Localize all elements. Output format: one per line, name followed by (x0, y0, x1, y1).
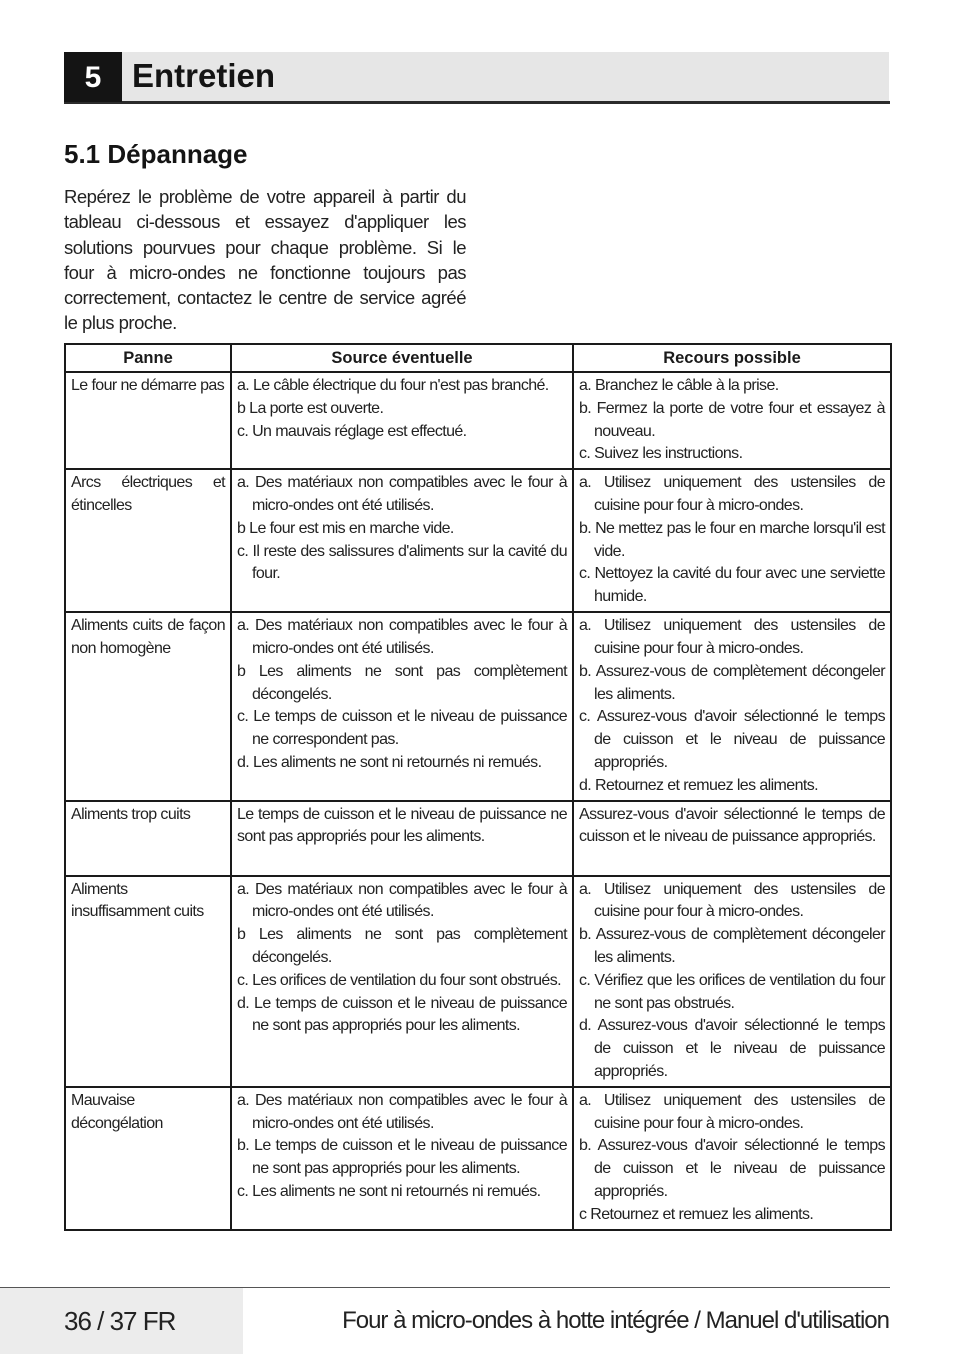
list-item: c Retournez et remuez les aliments. (579, 1205, 814, 1223)
cell-panne: Le four ne démarre pas (65, 372, 231, 469)
footer-document-title: Four à micro-ondes à hotte intégrée / Manuel d'utilisation (342, 1307, 889, 1334)
list-item: a. Le câble électrique du four n'est pas branché. (237, 377, 549, 394)
table-header-row (65, 344, 891, 372)
cell-panne: Aliments trop cuits (65, 801, 231, 876)
list-item: c. Nettoyez la cavité du four avec une serviette humide. (579, 565, 885, 606)
list-item: Assurez-vous d'avoir sélectionné le temps de cuisson et le niveau de puissance appropriés. (579, 805, 885, 846)
cell-panne: Mauvaise décongélation (65, 1087, 231, 1230)
list-item: a. Des matériaux non compatibles avec le four à micro-ondes ont été utilisés. (237, 474, 567, 514)
cell-source (231, 1087, 573, 1230)
cell-panne: Arcs électriques et étincelles (65, 469, 231, 612)
table-row (65, 372, 891, 469)
list-item: c. Il reste des salissures d'aliments sur la cavité du four. (237, 542, 567, 583)
chapter-number: 5 (64, 52, 122, 102)
list-item: c. Vérifiez que les orifices de ventilation du four ne sont pas obstrués. (579, 971, 885, 1012)
list-item: d. Retournez et remuez les aliments. (579, 776, 818, 794)
cell-recours (573, 372, 891, 469)
cell-source (231, 372, 573, 469)
table-row (65, 612, 891, 800)
list-item: a. Des matériaux non compatibles avec le four à micro-ondes ont été utilisés. (237, 1091, 567, 1132)
table-row (65, 801, 891, 876)
table-row (65, 469, 891, 612)
list-item: d. Assurez-vous d'avoir sélectionné le temps de cuisson et le niveau de puissance appropriés. (579, 1017, 885, 1080)
cell-source (231, 612, 573, 800)
list-item: c. Suivez les instructions. (579, 445, 743, 463)
chapter-title: Entretien (132, 57, 276, 94)
cell-source (231, 801, 573, 876)
table-row (65, 876, 891, 1087)
list-item: b. Ne mettez pas le four en marche lorsqu'il est vide. (579, 519, 885, 560)
list-item: a. Utilisez uniquement des ustensiles de cuisine pour four à micro-ondes. (579, 617, 885, 657)
list-item: b. Assurez-vous de complètement décongeler les aliments. (579, 662, 885, 703)
list-item: b. Assurez-vous de complètement décongeler les aliments. (579, 926, 885, 966)
list-item: b. Assurez-vous d'avoir sélectionné le temps de cuisson et le niveau de puissance appropriés. (579, 1137, 885, 1200)
list-item: c. Les aliments ne sont ni retournés ni remués. (237, 1182, 541, 1200)
section-intro: Repérez le problème de votre appareil à partir du tableau ci-dessous et essayez d'appliquer les solutions pourvues pour chaque problème. Si le four à micro-ondes ne fonctionne toujours pas correctement, contactez le centre de service agréé le plus proche. (64, 186, 466, 334)
list-item: a. Utilisez uniquement des ustensiles de cuisine pour four à micro-ondes. (579, 880, 885, 921)
cell-recours (573, 469, 891, 612)
cell-recours (573, 612, 891, 800)
list-item: a. Utilisez uniquement des ustensiles de cuisine pour four à micro-ondes. (579, 474, 885, 514)
list-item: c. Les orifices de ventilation du four sont obstrués. (237, 971, 561, 989)
list-item: a. Branchez le câble à la prise. (579, 377, 779, 394)
page-number: 36 / 37 FR (64, 1306, 176, 1336)
list-item: b Le four est mis en marche vide. (237, 519, 454, 537)
list-item: b. Le temps de cuisson et le niveau de puissance ne sont pas appropriés pour les aliments. (237, 1137, 567, 1178)
cell-panne: Aliments cuits de façon non homogène (65, 612, 231, 800)
list-item: d. Les aliments ne sont ni retournés ni remués. (237, 753, 542, 771)
list-item: b Les aliments ne sont pas complètement décongelés. (237, 662, 567, 703)
cell-recours (573, 1087, 891, 1230)
list-item: a. Utilisez uniquement des ustensiles de cuisine pour four à micro-ondes. (579, 1091, 885, 1132)
cell-recours (573, 801, 891, 876)
header-recours: Recours possible (573, 344, 891, 372)
list-item: c. Le temps de cuisson et le niveau de puissance ne correspondent pas. (237, 708, 567, 749)
list-item: a. Des matériaux non compatibles avec le four à micro-ondes ont été utilisés. (237, 880, 567, 921)
cell-panne: Aliments insuffisamment cuits (65, 876, 231, 1087)
header-panne: Panne (65, 344, 231, 372)
list-item: c. Un mauvais réglage est effectué. (237, 422, 467, 440)
section-title: 5.1 Dépannage (64, 139, 248, 169)
list-item: c. Assurez-vous d'avoir sélectionné le temps de cuisson et le niveau de puissance appropriés. (579, 708, 885, 771)
list-item: Le temps de cuisson et le niveau de puissance ne sont pas appropriés pour les aliments. (237, 805, 567, 846)
list-item: b. Fermez la porte de votre four et essayez à nouveau. (579, 399, 885, 440)
table-row (65, 1087, 891, 1230)
troubleshooting-table (64, 343, 892, 1231)
cell-source (231, 876, 573, 1087)
list-item: b La porte est ouverte. (237, 399, 384, 417)
list-item: b Les aliments ne sont pas complètement décongelés. (237, 926, 567, 966)
header-source: Source éventuelle (231, 344, 573, 372)
list-item: a. Des matériaux non compatibles avec le four à micro-ondes ont été utilisés. (237, 617, 567, 657)
cell-recours (573, 876, 891, 1087)
list-item: d. Le temps de cuisson et le niveau de puissance ne sont pas appropriés pour les aliments. (237, 994, 567, 1035)
cell-source (231, 469, 573, 612)
